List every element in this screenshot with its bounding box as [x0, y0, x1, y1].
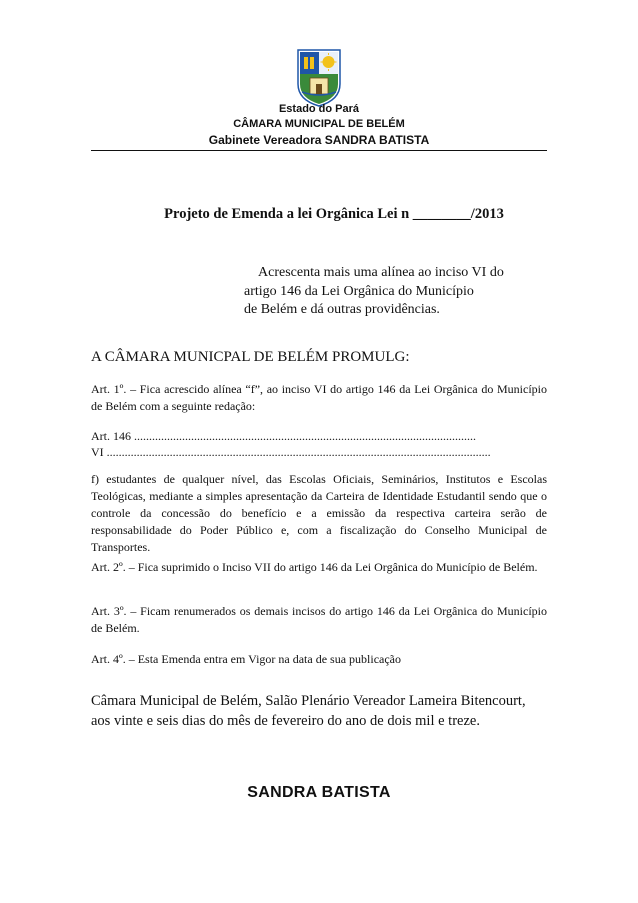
art146-line: Art. 146 .................................................................................................................. [91, 429, 476, 443]
closing-line: Câmara Municipal de Belém, Salão Plenário Vereador Lameira Bitencourt, [91, 693, 526, 709]
header-state: Estado do Pará [278, 103, 360, 115]
item-f [91, 471, 547, 556]
article-4-text: Art. 4º. – Esta Emenda entra em Vigor na data de sua publicação [91, 652, 402, 666]
item-f-text: f) estudantes de qualquer nível, das Escolas Oficiais, Seminários, Institutos e Escolas Teológicas, mediante a simples apresentação da Carteira de Identidade Estudantil sendo que o controle da concessão do benefício e a emissão da respectiva carteira serão de responsabilidade do Poder Público e, com a fiscalização do Conselho Municipal de Transportes. [91, 472, 547, 554]
closing-line: aos vinte e seis dias do mês de fevereiro do ano de dois mil e treze. [91, 712, 480, 729]
coat-of-arms-icon [296, 48, 342, 108]
closing-paragraph [91, 692, 547, 731]
document-title: Projeto de Emenda a lei Orgânica Lei n ________/2013 [164, 206, 504, 222]
article-2-text: Art. 2º. – Fica suprimido o Inciso VII do artigo 146 da Lei Orgânica do Município de Belém. [91, 560, 538, 574]
article-4 [91, 651, 547, 668]
inciso-vi-line: VI ................................................................................................................................ [91, 445, 491, 459]
signature-name: SANDRA BATISTA [247, 784, 391, 801]
article-2 [91, 559, 547, 576]
ementa-line: artigo 146 da Lei Orgânica do Município [244, 283, 474, 299]
article-3 [91, 603, 547, 637]
header-divider [91, 150, 547, 151]
header-office: Gabinete Vereadora SANDRA BATISTA [208, 133, 430, 147]
ementa [244, 264, 564, 320]
promulgation-heading: A CÂMARA MUNICPAL DE BELÉM PROMULG: [91, 349, 410, 365]
header-chamber: CÂMARA MUNICIPAL DE BELÉM [233, 118, 405, 130]
article-1 [91, 381, 547, 415]
ementa-line: de Belém e dá outras providências. [244, 302, 440, 317]
article-1-text: Art. 1º. – Fica acrescido alínea “f”, ao inciso VI do artigo 146 da Lei Orgânica do Município de Belém com a seguinte redação: [91, 382, 547, 413]
ementa-line: Acrescenta mais uma alínea ao inciso VI do [258, 265, 504, 280]
article-3-text: Art. 3º. – Ficam renumerados os demais incisos do artigo 146 da Lei Orgânica do Município de Belém. [91, 604, 547, 635]
